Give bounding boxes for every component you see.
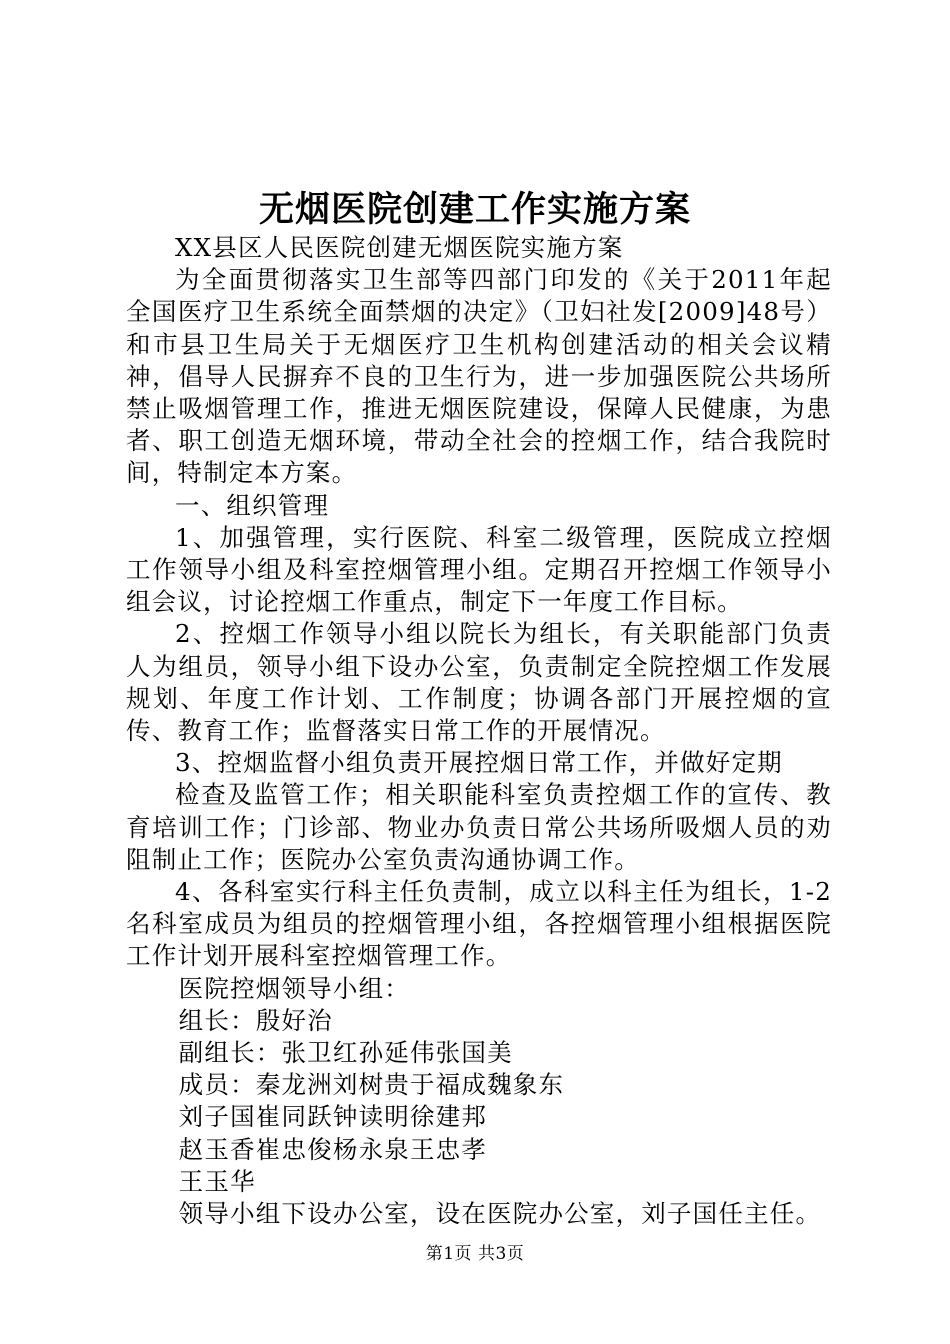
paragraph-item-4: 4、各科室实行科主任负责制，成立以科主任为组长，1-2名科室成员为组员的控烟管理小组，各控烟管理小组根据医院工作计划开展科室控烟管理工作。 xyxy=(126,877,832,971)
document-body xyxy=(126,232,832,1230)
member-line-members-4: 王玉华 xyxy=(178,1166,256,1196)
paragraph-item-3-continued: 检查及监管工作；相关职能科室负责控烟工作的宣传、教育培训工作；门诊部、物业办负责日常公共场所吸烟人员的劝阻制止工作；医院办公室负责沟通协调工作。 xyxy=(126,780,832,874)
document-title: 无烟医院创建工作实施方案 xyxy=(258,189,691,230)
paragraph-intro: 为全面贯彻落实卫生部等四部门印发的《关于2011年起全国医疗卫生系统全面禁烟的决定》（卫妇社发[2009]48号）和市县卫生局关于无烟医疗卫生机构创建活动的相关会议精神，倡导人民摒弃不良的卫生行为，进一步加强医院公共场所禁止吸烟管理工作，推进无烟医院建设，保障人民健康，为患者、职工创造无烟环境，带动全社会的控烟工作，结合我院时间，特制定本方案。 xyxy=(126,265,832,488)
paragraph-item-3: 3、控烟监督小组负责开展控烟日常工作，并做好定期 xyxy=(175,748,783,778)
member-line-leader: 组长：殷好治 xyxy=(178,1005,333,1035)
paragraph-subtitle: XX县区人民医院创建无烟医院实施方案 xyxy=(175,233,624,262)
paragraph-item-2: 2、控烟工作领导小组以院长为组长，有关职能部门负责人为组员，领导小组下设办公室，负责制定全院控烟工作发展规划、年度工作计划、工作制度；协调各部门开展控烟的宣传、教育工作；监督落实日常工作的开展情况。 xyxy=(126,619,832,746)
members-heading: 医院控烟领导小组： xyxy=(178,973,410,1003)
member-line-members-2: 刘子国崔同跃钟读明徐建邦 xyxy=(178,1102,488,1132)
member-line-members-3: 赵玉香崔忠俊杨永泉王忠孝 xyxy=(178,1134,488,1164)
office-note: 领导小组下设办公室，设在医院办公室，刘子国任主任。 xyxy=(178,1199,822,1229)
page-number-footer: 第1页 共3页 xyxy=(425,1244,525,1264)
paragraph-item-1: 1、加强管理，实行医院、科室二级管理，医院成立控烟工作领导小组及科室控烟管理小组。定期召开控烟工作领导小组会议，讨论控烟工作重点，制定下一年度工作目标。 xyxy=(126,522,832,617)
section-heading-organization: 一、组织管理 xyxy=(175,490,330,520)
member-line-members: 成员：秦龙洲刘树贵于福成魏象东 xyxy=(178,1070,565,1100)
member-line-deputy: 副组长：张卫红孙延伟张国美 xyxy=(178,1038,513,1068)
